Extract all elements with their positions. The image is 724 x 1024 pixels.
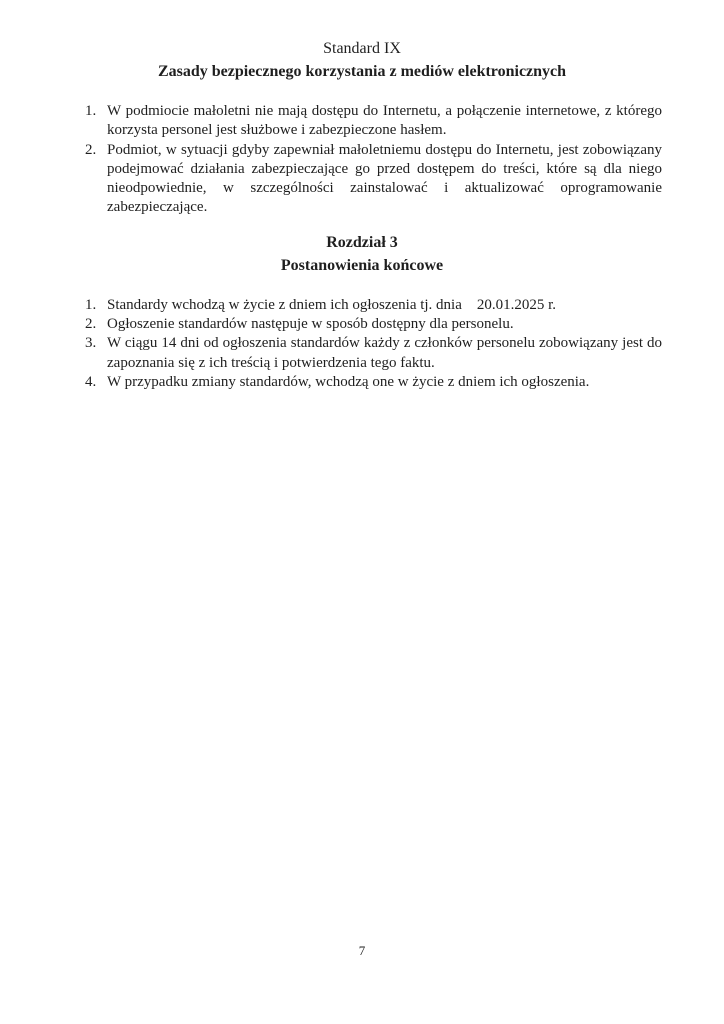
section-title: Standard IX xyxy=(323,40,401,57)
list-item: W przypadku zmiany standardów, wchodzą one w życie z dniem ich ogłoszenia. xyxy=(107,373,590,390)
list-item: Standardy wchodzą w życie z dniem ich ogłoszenia tj. dnia 20.01.2025 r. xyxy=(107,296,557,313)
section-rozdzial-3-heading xyxy=(0,231,724,277)
list-item: Podmiot, w sytuacji gdyby zapewniał małoletniemu dostępu do Internetu, jest zobowiązany podejmować działania zabezpieczające go przed dostępem do treści, które są dla niego nieodpowiednie, w szczególności zainstalować i aktualizować oprogramowanie zabezpieczające. xyxy=(107,141,662,216)
section-subtitle: Zasady bezpiecznego korzystania z mediów elektronicznych xyxy=(157,63,567,80)
chapter-subtitle: Postanowienia końcowe xyxy=(280,256,444,274)
list-item: W podmiocie małoletni nie mają dostępu do Internetu, a połączenie internetowe, z którego korzysta personel jest służbowe i zabezpieczone hasłem. xyxy=(107,103,662,139)
list-item: W ciągu 14 dni od ogłoszenia standardów każdy z członków personelu zobowiązany jest do zapoznania się z ich treścią i potwierdzenia tego faktu. xyxy=(107,335,662,371)
page-number: 7 xyxy=(358,943,366,958)
final-provisions-list xyxy=(85,296,662,392)
chapter-title: Rozdział 3 xyxy=(326,233,398,251)
section-standard-ix-heading xyxy=(0,37,724,83)
list-item: Ogłoszenie standardów następuje w sposób dostępny dla personelu. xyxy=(107,316,514,333)
standard-ix-list xyxy=(85,102,662,218)
